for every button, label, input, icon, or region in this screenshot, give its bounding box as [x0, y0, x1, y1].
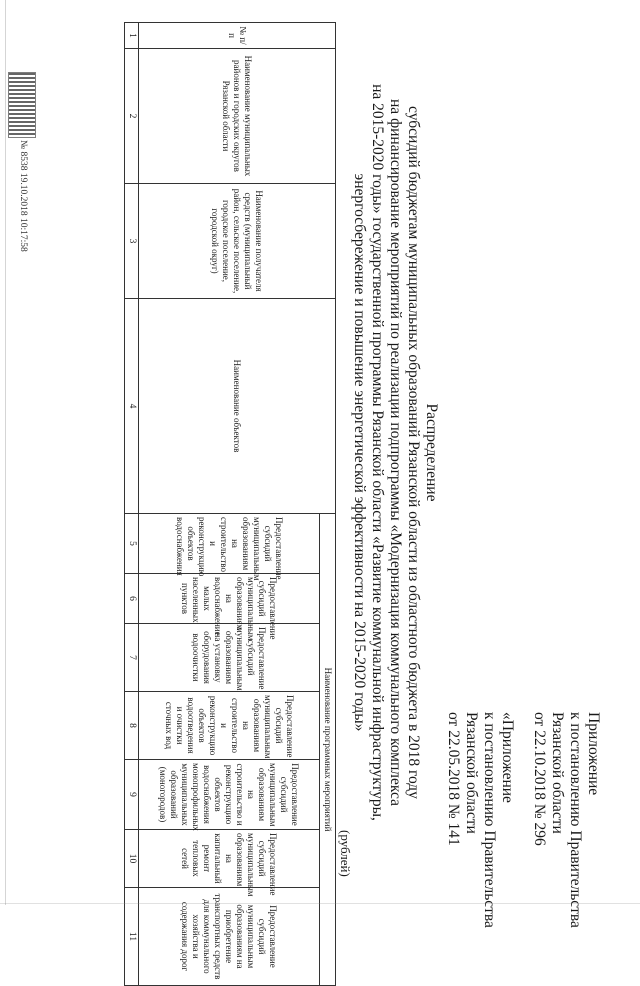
column-number: 6 — [125, 574, 139, 624]
header-col-5: Предоставление субсидий муниципальным образованиям на строительство и реконструкцию объектов водоснабжения — [139, 514, 320, 574]
header-col-8: Предоставление субсидий муниципальным образованиям на строительство и реконструкцию объектов водоотведения и очистки сточных вод — [139, 692, 320, 760]
header-col-3: Наименование получателя средств (муниципальный район, сельское поселение, городское поселение, городской округ) — [139, 184, 336, 299]
column-number: 11 — [125, 888, 139, 986]
appendix-new — [530, 712, 602, 928]
header-col-4: Наименование объектов — [139, 299, 336, 514]
barcode-stamp — [8, 72, 36, 138]
doc-heading: Распределение — [423, 403, 440, 502]
appendix-old-line-3: Рязанской области — [463, 712, 480, 834]
column-number: 5 — [125, 514, 139, 574]
column-number: 10 — [125, 830, 139, 888]
header-col-11: Предоставление субсидий муниципальным образованиям на приобретение транспортных средств для коммунального хозяйства и содержания дорог — [139, 888, 320, 986]
column-number: 9 — [125, 760, 139, 830]
column-number: 3 — [125, 184, 139, 299]
appendix-old — [444, 712, 516, 928]
header-col-9: Предоставление субсидий муниципальным образованиям на строительство и реконструкцию объектов водоснабжения монопрофильных муниципальных образований (моногородов) — [139, 760, 320, 830]
subsidy-table — [124, 22, 336, 986]
appendix-new-line-3: Рязанской области — [549, 712, 566, 834]
currency-unit: (рублей) — [338, 830, 353, 877]
column-number: 1 — [125, 23, 139, 49]
header-group: Наименование программных мероприятий — [320, 514, 336, 986]
appendix-old-line-1: «Приложение — [499, 712, 516, 803]
column-number-row — [125, 23, 139, 986]
header-col-2: Наименование муниципальных районов и городских округов Рязанской области — [139, 49, 336, 184]
column-number: 4 — [125, 299, 139, 514]
column-number: 8 — [125, 692, 139, 760]
doc-title-line-2: на финансирование мероприятий по реализации подпрограммы «Модернизация коммунального комплекса — [387, 99, 404, 806]
scan-edge-line — [5, 0, 6, 905]
scan-edge-line — [0, 903, 640, 904]
appendix-old-line-2: к постановлению Правительства — [481, 712, 498, 928]
doc-title-line-3: на 2015-2020 годы» государственной программы Рязанской области «Развитие коммунальной инфраструктуры, — [369, 84, 386, 821]
header-col-10: Предоставление субсидий муниципальным образованиям на капитальный ремонт тепловых сетей — [139, 830, 320, 888]
appendix-new-line-2: к постановлению Правительства — [567, 712, 584, 928]
doc-title-line-1: субсидий бюджетам муниципальных образований Рязанской области из областного бюджета в 2018 году — [405, 106, 422, 799]
registration-stamp: № 8538 19.10.2018 10:17:58 — [18, 140, 28, 252]
header-col-6: Предоставление субсидий муниципальным образованиям на водоснабжение малых населенных пунктов — [139, 574, 320, 624]
doc-title-line-4: энергосбережение и повышение энергетической эффективности на 2015-2020 годы» — [351, 173, 368, 732]
appendix-old-line-4: от 22.05.2018 № 141 — [445, 712, 462, 846]
header-col-1: № п/п — [139, 23, 336, 49]
appendix-new-line-1: Приложение — [585, 712, 602, 796]
column-number: 2 — [125, 49, 139, 184]
column-number: 7 — [125, 624, 139, 692]
header-col-7: Предоставление субсидий муниципальным образованиям на установку оборудования водоочистки — [139, 624, 320, 692]
appendix-new-line-4: от 22.10.2018 № 296 — [531, 712, 548, 846]
